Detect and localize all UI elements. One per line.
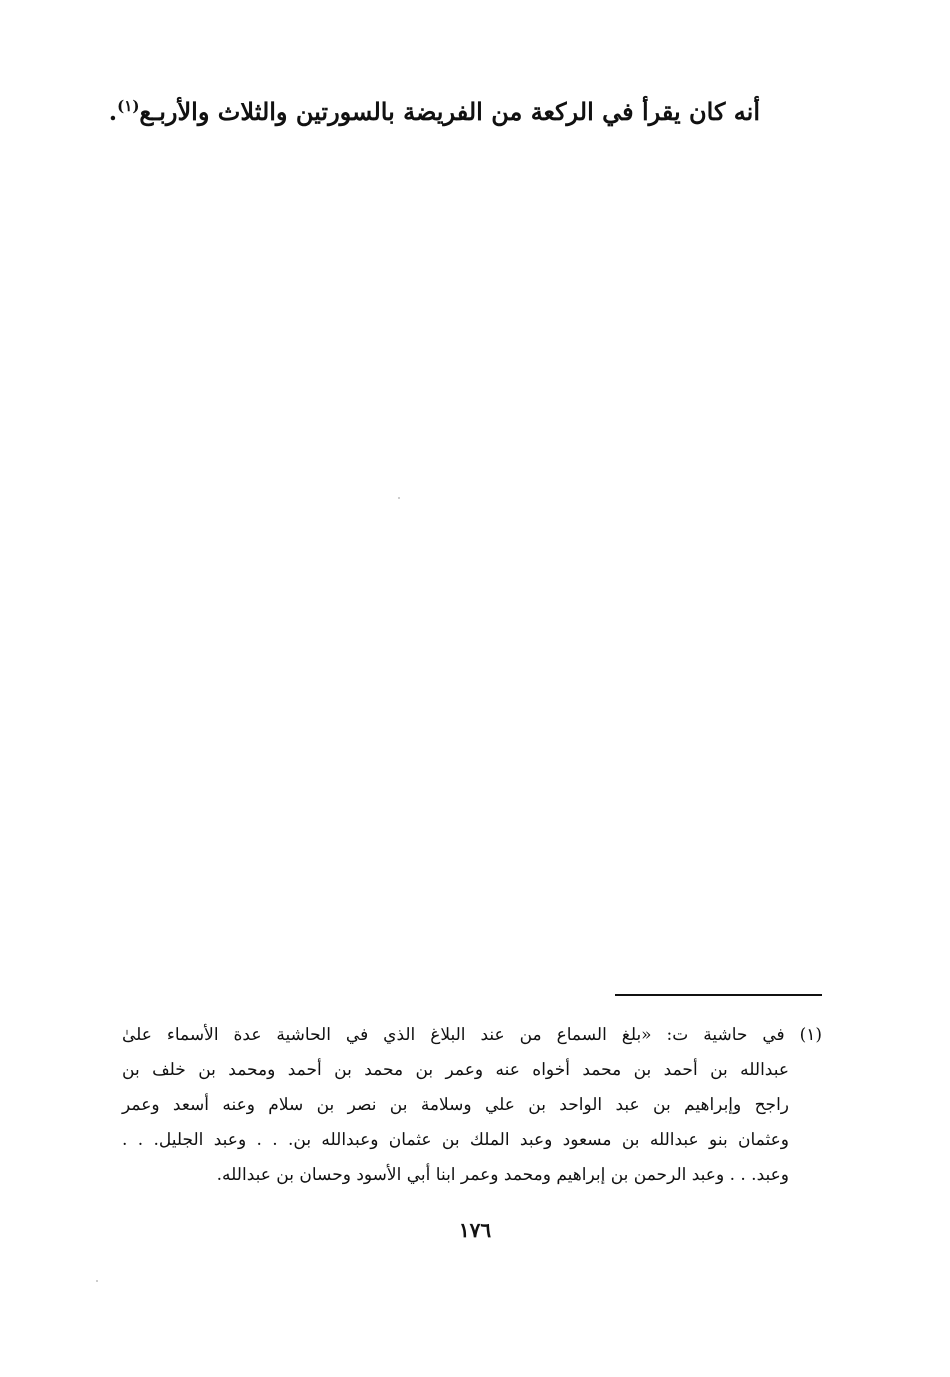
scan-speck — [96, 1280, 98, 1282]
page-number: ١٧٦ — [458, 1218, 492, 1242]
footnote-line-2 — [122, 1053, 822, 1088]
main-text-body: أنه كان يقرأ في الركعة من الفريضة بالسورتين والثلاث والأربـع — [139, 97, 760, 126]
footnote-number: (١) — [799, 1025, 822, 1045]
footnote-line-5 — [122, 1158, 822, 1193]
footnote-text-line: في حاشية ت: «بلغ السماع من عند البلاغ الذي في الحاشية عدة الأسماء علىٰ — [122, 1025, 785, 1045]
main-text-end-punctuation: . — [108, 97, 118, 126]
footnote-text-line: راجح وإبراهيم بن عبد الواحد بن علي وسلامة بن نصر بن سلام وعنه أسعد وعمر — [122, 1095, 789, 1115]
footnotes-section — [122, 1018, 822, 1193]
main-text-paragraph — [108, 92, 760, 132]
scan-speck — [398, 497, 400, 499]
footnote-text-line: عبدالله بن أحمد بن محمد أخواه عنه وعمر بن محمد بن أحمد ومحمد بن خلف بن — [122, 1060, 789, 1080]
footnote-text-line: وعبد. . . وعبد الرحمن بن إبراهيم ومحمد وعمر ابنا أبي الأسود وحسان بن عبدالله. — [216, 1165, 789, 1185]
footnote-reference-marker[interactable]: (١) — [117, 97, 140, 115]
footnote-separator-rule — [615, 994, 822, 996]
footnote-text-line: وعثمان بنو عبدالله بن مسعود وعبد الملك بن عثمان وعبدالله بن. . . وعبد الجليل. . . — [122, 1130, 789, 1150]
footnote-line-3 — [122, 1088, 822, 1123]
footnote-line-4 — [122, 1123, 822, 1158]
footnote-line-1 — [122, 1018, 822, 1053]
